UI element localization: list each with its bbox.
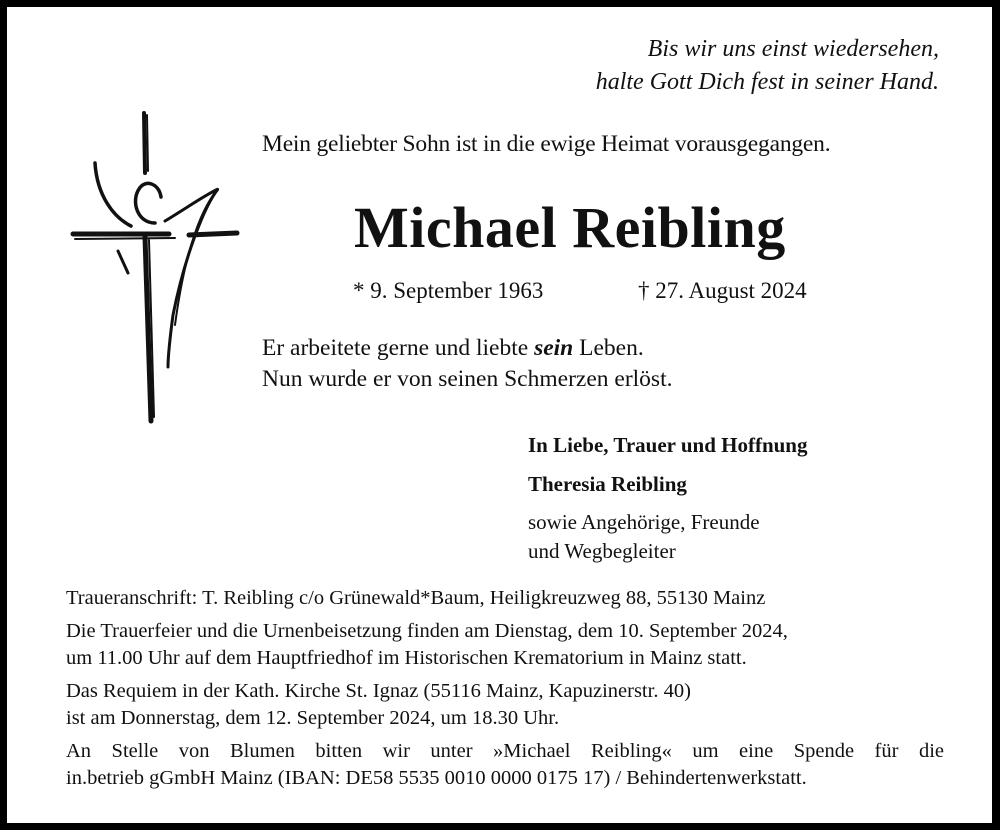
deceased-name: Michael Reibling bbox=[354, 195, 786, 260]
mourners-others-line-2: und Wegbegleiter bbox=[528, 539, 676, 563]
donation-line-1: An Stelle von Blumen bitten wir unter »Michael Reibling« um eine Spende für die bbox=[66, 740, 944, 762]
mourning-address: Traueranschrift: T. Reibling c/o Grünewald*Baum, Heiligkreuzweg 88, 55130 Mainz bbox=[66, 587, 766, 609]
intro-text: Mein geliebter Sohn ist in die ewige Heimat vorausgegangen. bbox=[262, 131, 831, 157]
obituary-notice bbox=[7, 7, 992, 823]
tribute-quote bbox=[262, 333, 672, 395]
funeral-line-1: Die Trauerfeier und die Urnenbeisetzung finden am Dienstag, dem 10. September 2024, bbox=[66, 620, 788, 642]
birth-date: * 9. September 1963 bbox=[353, 278, 544, 303]
mourner-name: Theresia Reibling bbox=[528, 472, 687, 496]
funeral-details bbox=[66, 618, 944, 672]
funeral-line-2: um 11.00 Uhr auf dem Hauptfriedhof im Historischen Krematorium in Mainz statt. bbox=[66, 647, 747, 669]
motto-line-1: Bis wir uns einst wiedersehen, bbox=[647, 36, 939, 62]
service-information bbox=[66, 585, 944, 798]
quote-line-1 bbox=[262, 333, 672, 364]
quote-line-2: Nun wurde er von seinen Schmerzen erlöst. bbox=[262, 366, 673, 392]
quote-text: Er arbeitete gerne und liebte bbox=[262, 335, 535, 361]
quote-emphasis: sein bbox=[534, 335, 574, 361]
requiem-line-1: Das Requiem in der Kath. Kirche St. Ignaz (55116 Mainz, Kapuzinerstr. 40) bbox=[66, 680, 691, 702]
requiem-details bbox=[66, 678, 944, 732]
donation-line-2: in.betrieb gGmbH Mainz (IBAN: DE58 5535 0010 0000 0175 17) / Behindertenwerkstatt. bbox=[66, 767, 807, 789]
quote-text: Leben. bbox=[573, 335, 644, 361]
requiem-line-2: ist am Donnerstag, dem 12. September 2024, um 18.30 Uhr. bbox=[66, 707, 560, 729]
mourners-others-line-1: sowie Angehörige, Freunde bbox=[528, 510, 760, 534]
motto-line-2: halte Gott Dich fest in seiner Hand. bbox=[595, 69, 939, 95]
death-date: † 27. August 2024 bbox=[638, 278, 807, 303]
donation-request bbox=[66, 738, 944, 792]
motto-verse bbox=[596, 33, 939, 99]
cross-with-figure-icon bbox=[65, 105, 245, 425]
mourners-others bbox=[528, 508, 808, 566]
mourners-heading: In Liebe, Trauer und Hoffnung bbox=[528, 433, 808, 457]
mourners-block bbox=[528, 428, 808, 566]
